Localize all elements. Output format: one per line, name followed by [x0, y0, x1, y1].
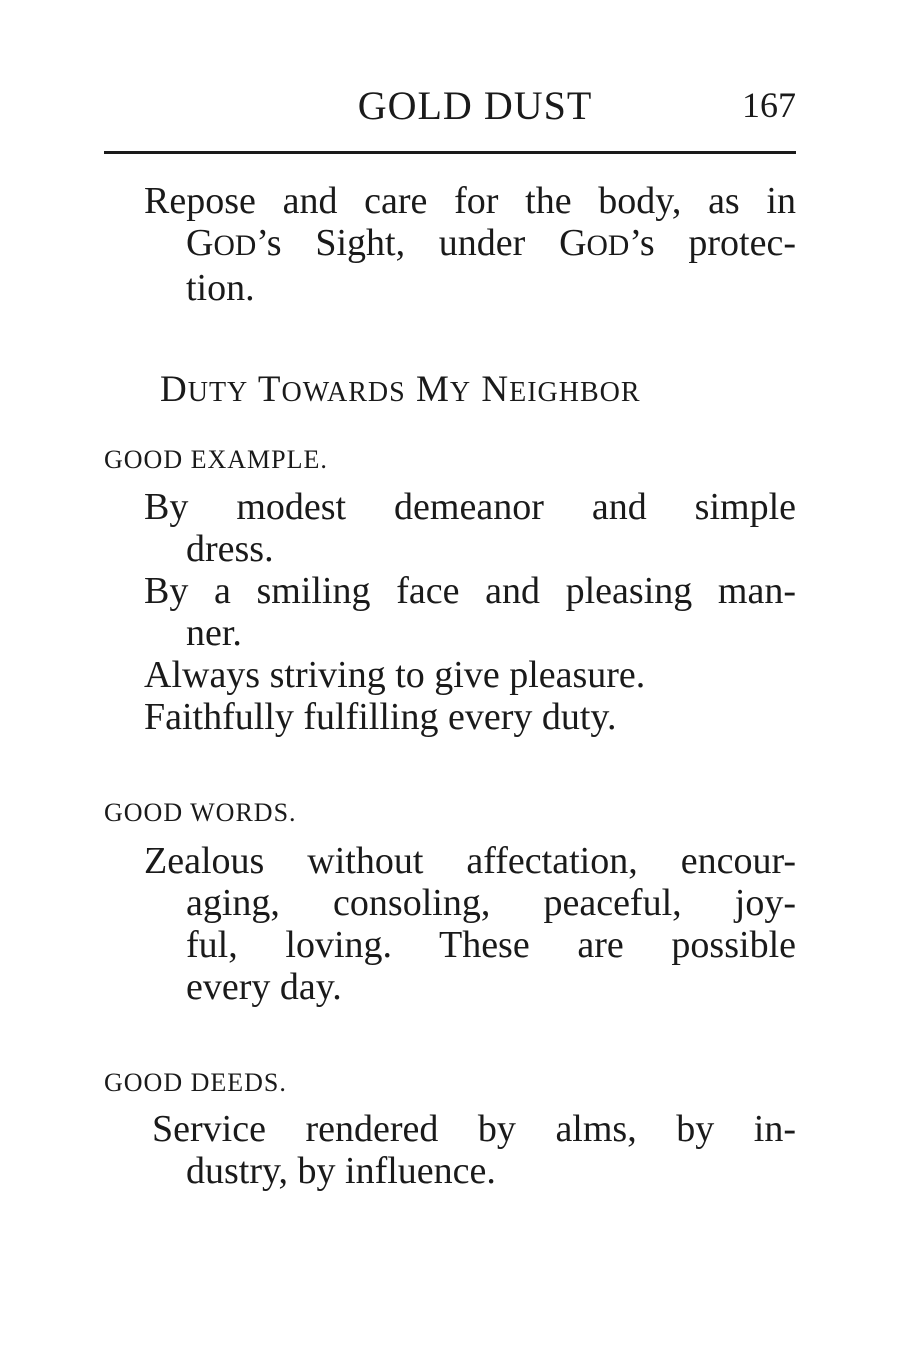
example-item-2-line-1: By a smiling face and pleasing man- — [144, 570, 796, 612]
god-initial: G — [559, 222, 587, 264]
intro-line-2-mid: ’s Sight, under — [256, 222, 560, 264]
heading-sc: EIGHBOR — [509, 377, 641, 408]
good-deeds-label: GOOD DEEDS. — [104, 1068, 287, 1097]
example-item-4: Faithfully fulfilling every duty. — [144, 696, 617, 738]
heading-cap: T — [257, 369, 282, 410]
god-initial: G — [186, 222, 214, 264]
example-item-2-line-2: ner. — [186, 612, 242, 654]
example-item-3: Always striving to give pleasure. — [144, 654, 646, 696]
words-line-3: ful, loving. These are possible — [186, 924, 796, 966]
deeds-line-2: dustry, by influence. — [186, 1150, 496, 1192]
words-line-1: Zealous without affectation, encour- — [144, 840, 796, 882]
words-line-2: aging, consoling, peaceful, joy- — [186, 882, 796, 924]
intro-line-1: Repose and care for the body, as in — [144, 180, 796, 222]
heading-sc: UTY — [187, 377, 249, 408]
example-item-1-line-1: By modest demeanor and simple — [144, 486, 796, 528]
deeds-line-1: Service rendered by alms, by in- — [152, 1108, 796, 1150]
good-example-label: GOOD EXAMPLE. — [104, 445, 328, 474]
heading-sc: OWARDS — [281, 377, 406, 408]
god-smallcaps: OD — [586, 230, 630, 262]
god-smallcaps: OD — [213, 230, 257, 262]
intro-line-2-end: ’s protec- — [629, 222, 796, 264]
good-words-label: GOOD WORDS. — [104, 798, 297, 827]
header-rule — [104, 151, 796, 154]
page-number: 167 — [742, 85, 796, 125]
section-heading — [160, 368, 641, 411]
words-line-4: every day. — [186, 966, 342, 1008]
good-deeds-paragraph — [152, 1108, 796, 1192]
intro-paragraph — [144, 180, 796, 309]
running-title: GOLD DUST — [357, 83, 593, 128]
heading-sc: Y — [449, 377, 472, 408]
good-example-list — [144, 486, 796, 738]
heading-cap: N — [481, 369, 510, 410]
good-words-paragraph — [144, 840, 796, 1008]
running-header — [104, 82, 796, 132]
heading-cap: M — [415, 369, 450, 410]
heading-cap: D — [160, 369, 188, 410]
intro-line-3: tion. — [186, 267, 255, 309]
example-item-1-line-2: dress. — [186, 528, 274, 570]
intro-line-2 — [144, 222, 796, 267]
